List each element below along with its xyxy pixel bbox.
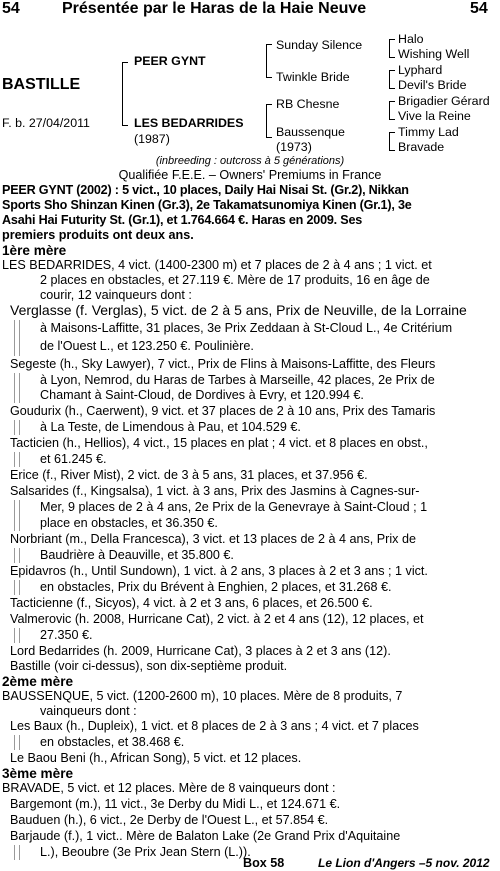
dam-dam: Baussenque [276,125,345,139]
offspring-bar [14,580,20,595]
horse-name: BASTILLE [2,76,81,93]
offspring-valmerovic: Valmerovic (h. 2008, Hurricane Cat), 2 vict. à 2 et 4 ans (12), 12 places, et [10,612,424,626]
offspring-verglasse: Verglasse (f. Verglas), 5 vict. de 2 à 5 ans, Prix de Neuville, de la Lorraine [10,302,467,318]
ss-sire: Halo [398,32,424,46]
offspring-tacticien: Tacticien (h., Hellios), 4 vict., 15 places en plat ; 4 vict. et 8 places en obst., [10,436,428,450]
pedigree-bracket-7 [389,132,395,151]
second-dam-line: vainqueurs dont : [40,704,137,718]
dam-name: LES BEDARRIDES [134,116,244,130]
footer-event: Le Lion d'Angers –5 nov. 2012 [318,856,490,870]
dd-sire: Timmy Lad [398,125,459,139]
offspring-bar [14,628,20,643]
offspring-barjaude: Barjaude (f.), 1 vict.. Mère de Balaton Lake (2e Grand Prix d'Aquitaine [10,829,401,843]
offspring-line: 27.350 €. [40,628,93,642]
offspring-line: Mer, 9 places de 2 à 4 ans, 2e Prix de la Genevraye à Saint-Cloud ; 1 [40,500,428,514]
offspring-line: Baudrière à Deauville, et 35.800 €. [40,548,234,562]
sire-dam: Twinkle Bride [276,70,350,84]
first-dam-line: courir, 12 vainqueurs dont : [40,288,192,302]
sd-dam: Devil's Bride [398,78,467,92]
offspring-line: en obstacles, et 38.468 €. [40,735,185,749]
offspring-bar [14,420,20,435]
dd-dam: Bravade [398,140,445,154]
ds-dam: Vive la Reine [398,109,471,123]
offspring-bargemont: Bargemont (m.), 11 vict., 3e Derby du Midi L., et 124.671 €. [10,797,341,811]
offspring-bar [14,548,20,563]
offspring-goudurix: Goudurix (h., Caerwent), 9 vict. et 37 places de 2 à 10 ans, Prix des Tamaris [10,404,436,418]
sire-line: premiers produits ont deux ans. [2,228,194,242]
offspring-bar [14,845,20,860]
second-dam-heading: 2ème mère [2,674,74,689]
offspring-line: Chamant à Saint-Cloud, de Dordives à Evry, et 120.994 €. [40,388,364,402]
sire-line: Asahi Hai Futurity St. (Gr.1), et 1.764.664 €. Haras en 2009. Ses [2,213,363,227]
offspring-line: et 61.245 €. [40,452,107,466]
inbreeding-note: (inbreeding : outcross à 5 générations) [155,155,345,167]
horse-birth: F. b. 27/04/2011 [2,116,90,130]
third-dam-heading: 3ème mère [2,766,74,781]
offspring-norbriant: Norbriant (m., Della Francesca), 3 vict. et 13 places de 2 à 4 ans, Prix de [10,532,416,546]
footer-box: Box 58 [243,856,285,870]
dam-dam-year: (1973) [276,140,312,154]
ds-sire: Brigadier Gérard [398,94,490,108]
offspring-line: place en obstacles, et 36.350 €. [40,516,218,530]
pedigree-bracket-4 [389,39,395,58]
dam-year: (1987) [134,132,170,146]
offspring-bar [14,735,20,750]
sire-line: PEER GYNT (2002) : 5 vict., 10 places, Daily Hai Nisai St. (Gr.2), Nikkan [2,183,409,197]
third-dam-line: BRAVADE, 5 vict. et 12 places. Mère de 8 vainqueurs dont : [2,781,336,795]
pedigree-bracket-6 [389,101,395,120]
ss-dam: Wishing Well [398,47,470,61]
offspring-line: L.), Beoubre (3e Prix Jean Stern (L.)). [40,845,251,859]
first-dam-line: 2 places en obstacles, et 27.119 €. Mère de 17 produits, 16 en âge de [40,273,430,287]
offspring-bastille: Bastille (voir ci-dessus), son dix-septième produit. [10,659,288,673]
second-dam-line: BAUSSENQUE, 5 vict. (1200-2600 m), 10 places. Mère de 8 produits, 7 [2,689,403,703]
offspring-line: de l'Ouest L., et 123.250 €. Poulinière. [40,339,254,353]
offspring-line: à La Teste, de Limendous à Pau, et 104.529 €. [40,420,301,434]
offspring-line: à Maisons-Laffitte, 31 places, 3e Prix Zeddaan à St-Cloud L., 4e Critérium [40,321,453,335]
page-header-title: Présentée par le Haras de la Haie Neuve [62,0,367,17]
first-dam-heading: 1ère mère [2,243,67,258]
offspring-les-baux: Les Baux (h., Dupleix), 1 vict. et 8 places de 2 à 3 ans ; 4 vict. et 7 places [10,719,419,733]
offspring-line: en obstacles, Prix du Brévent à Enghien, 2 places, et 31.268 €. [40,580,392,594]
pedigree-bracket-2 [266,44,272,78]
sire-sire: Sunday Silence [276,38,363,52]
first-dam-line: LES BEDARRIDES, 4 vict. (1400-2300 m) et 7 places de 2 à 4 ans ; 1 vict. et [2,258,432,272]
offspring-bar [14,500,20,531]
offspring-le-baou-beni: Le Baou Beni (h., African Song), 5 vict. et 12 places. [10,751,302,765]
offspring-epidavros: Epidavros (h., Until Sundown), 1 vict. à 2 ans, 3 places à 2 et 3 ans ; 1 vict. [10,564,428,578]
pedigree-bracket-1 [122,62,128,126]
offspring-bar [14,320,20,356]
sire-line: Sports Sho Shinzan Kinen (Gr.3), 2e Takamatsunomiya Kinen (Gr.1), 3e [2,198,412,212]
offspring-segeste: Segeste (h., Sky Lawyer), 7 vict., Prix de Flins à Maisons-Laffitte, des Fleurs [10,357,436,371]
offspring-bauduen: Bauduen (h.), 6 vict., 2e Derby de l'Ouest L., et 57.854 €. [10,813,329,827]
qualification-note: Qualifiée F.E.E. – Owners' Premiums in France [118,168,382,182]
offspring-bar [14,452,20,467]
offspring-tacticienne: Tacticienne (f., Sicyos), 4 vict. à 2 et 3 ans, 6 places, et 26.500 €. [10,596,373,610]
sire-name: PEER GYNT [134,54,206,68]
offspring-line: à Lyon, Nemrod, du Haras de Tarbes à Marseille, 42 places, 2e Prix de [40,373,435,387]
sd-sire: Lyphard [398,63,443,77]
pedigree-bracket-3 [266,104,272,138]
page-number-right: 54 [470,0,488,17]
offspring-bar [14,373,20,403]
offspring-erice: Erice (f., River Mist), 2 vict. de 3 à 5 ans, 31 places, et 37.956 €. [10,468,368,482]
dam-sire: RB Chesne [276,97,340,111]
pedigree-bracket-5 [389,70,395,89]
page-number-left: 54 [2,0,20,17]
offspring-lord-bedarrides: Lord Bedarrides (h. 2009, Hurricane Cat), 3 places à 2 et 3 ans (12). [10,644,391,658]
offspring-salsarides: Salsarides (f., Kingsalsa), 1 vict. à 3 ans, Prix des Jasmins à Cagnes-sur- [10,484,420,498]
